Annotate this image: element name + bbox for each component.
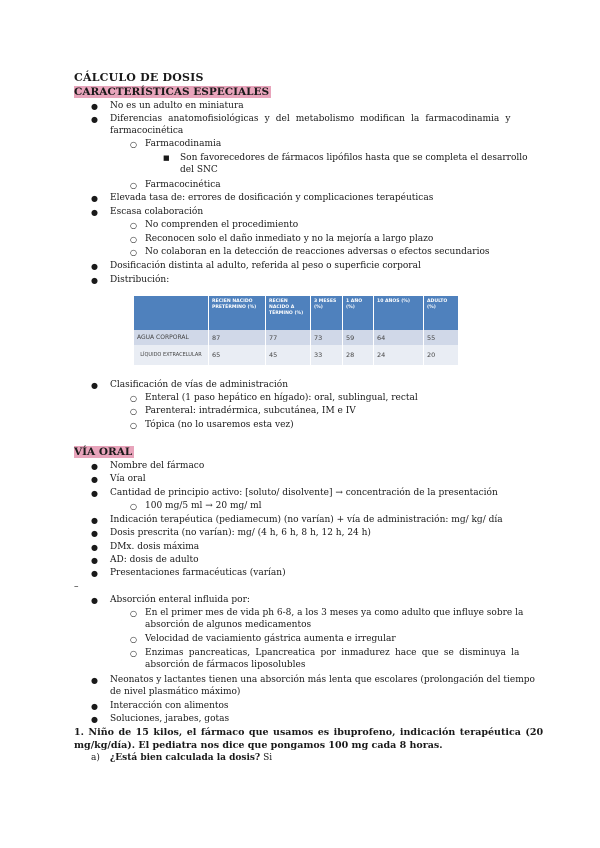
list-item: Farmacodinamia [145, 139, 222, 149]
list-item: Tópica (no lo usaremos esta vez) [145, 420, 294, 430]
list-item: Parenteral: intradérmica, subcutánea, IM e IV [145, 406, 356, 416]
list-item: AD: dosis de adulto [110, 555, 199, 565]
bullet: ● [91, 462, 98, 471]
list-item: 100 mg/5 ml → 20 mg/ ml [145, 501, 262, 511]
bullet: ○ [130, 407, 137, 416]
bullet: ● [91, 596, 98, 605]
bullet: ● [91, 115, 98, 124]
table-header-cell: 10 AÑOS (%) [374, 296, 424, 330]
list-item: Interacción con alimentos [110, 701, 229, 711]
list-item: Elevada tasa de: errores de dosificación y complicaciones terapéuticas [110, 193, 434, 203]
bullet: ● [91, 194, 98, 203]
table-cell: 33 [311, 345, 343, 365]
table-header-cell: RECIEN NACIDO PRETÉRMINO (%) [209, 296, 266, 330]
dash-separator: – [74, 582, 79, 592]
list-item: Soluciones, jarabes, gotas [110, 714, 230, 724]
bullet: ● [91, 556, 98, 565]
list-item: En el primer mes de vida ph 6-8, a los 3 meses ya como adulto que influye sobre la [145, 608, 524, 618]
table-header-cell [134, 296, 209, 330]
list-item: No colaboran en la detección de reacciones adversas o efectos secundarios [145, 247, 490, 257]
bullet: ○ [130, 181, 137, 190]
list-item: Diferencias anatomofisiológicas y del metabolismo modifican la farmacodinamia y [110, 114, 511, 124]
list-item: Indicación terapéutica (pediamecum) (no varían) + vía de administración: mg/ kg/ día [110, 515, 503, 525]
question-text: ¿Está bien calculada la dosis? [110, 753, 261, 763]
bullet: ● [91, 381, 98, 390]
bullet: ○ [130, 649, 137, 658]
table-cell: 28 [343, 345, 374, 365]
section-heading-via-oral: VÍA ORAL [74, 446, 133, 458]
table-cell: 24 [374, 345, 424, 365]
list-item: Velocidad de vaciamiento gástrica aumenta e irregular [145, 634, 396, 644]
table-cell: 55 [424, 330, 459, 345]
bullet: ● [91, 569, 98, 578]
bullet: ● [91, 262, 98, 271]
list-item-continued: del SNC [180, 165, 218, 175]
bullet: ● [91, 276, 98, 285]
bullet: ● [91, 475, 98, 484]
bullet: ● [91, 702, 98, 711]
question-label: a) [91, 753, 100, 763]
list-item: Enteral (1 paso hepático en hígado): oral, sublingual, rectal [145, 393, 418, 403]
bullet: ○ [130, 140, 137, 149]
table-cell: 20 [424, 345, 459, 365]
bullet: ● [91, 208, 98, 217]
table-header-cell: 1 AÑO (%) [343, 296, 374, 330]
table-row-label: AGUA CORPORAL [134, 330, 209, 345]
bullet: ○ [130, 235, 137, 244]
list-item: No comprenden el procedimiento [145, 220, 299, 230]
table-header-cell: RECIEN NACIDO A TÉRMINO (%) [266, 296, 311, 330]
list-item: Clasificación de vías de administración [110, 380, 288, 390]
question-answer: Si [263, 753, 273, 763]
list-item: Reconocen solo el daño inmediato y no la mejoría a largo plazo [145, 234, 434, 244]
bullet: ○ [130, 635, 137, 644]
list-item: Presentaciones farmacéuticas (varían) [110, 568, 286, 578]
page-title: CÁLCULO DE DOSIS [74, 71, 204, 84]
bullet: ● [91, 543, 98, 552]
table-cell: 73 [311, 330, 343, 345]
table-cell: 45 [266, 345, 311, 365]
table-row-label: LÍQUIDO EXTRACELULAR [134, 345, 209, 365]
list-item: Farmacocinética [145, 180, 221, 190]
list-item: Absorción enteral influida por: [110, 595, 250, 605]
list-item: No es un adulto en miniatura [110, 101, 244, 111]
table-cell: 65 [209, 345, 266, 365]
table-header-cell: 3 MESES (%) [311, 296, 343, 330]
table-row [134, 330, 459, 345]
bullet: ○ [130, 421, 137, 430]
list-item: Nombre del fármaco [110, 461, 205, 471]
bullet: ○ [130, 248, 137, 257]
bullet: ● [91, 715, 98, 724]
bullet: ○ [130, 609, 137, 618]
list-item-continued: absorción de fármacos liposolubles [145, 660, 306, 670]
list-item: DMx. dosis máxima [110, 542, 200, 552]
list-item: Son favorecedores de fármacos lipófilos hasta que se completa el desarrollo [180, 153, 528, 163]
section-heading-especiales: CARACTERÍSTICAS ESPECIALES [74, 86, 270, 98]
list-item: Enzimas pancreaticas, Lpancreatica por inmadurez hace que se disminuya la [145, 648, 520, 658]
table-cell: 87 [209, 330, 266, 345]
table-cell: 77 [266, 330, 311, 345]
bullet: ■ [163, 154, 170, 162]
list-item: Neonatos y lactantes tienen una absorción más lenta que escolares (prolongación del tiempo [110, 675, 535, 685]
list-item: Cantidad de principio activo: [soluto/ disolvente] → concentración de la presentación [110, 488, 498, 498]
exercise-statement-continued: mg/kg/día). El pediatra nos dice que pongamos 100 mg cada 8 horas. [74, 740, 443, 751]
list-item-continued: de nivel plasmático máximo) [110, 687, 241, 697]
distribution-table [134, 296, 459, 365]
list-item: Dosis prescrita (no varían): mg/ (4 h, 6 h, 8 h, 12 h, 24 h) [110, 528, 371, 538]
table-cell: 59 [343, 330, 374, 345]
bullet: ● [91, 529, 98, 538]
list-item: Dosificación distinta al adulto, referida al peso o superficie corporal [110, 261, 421, 271]
bullet: ○ [130, 221, 137, 230]
list-item: Escasa colaboración [110, 207, 204, 217]
table-row [134, 345, 459, 365]
list-item: Distribución: [110, 275, 170, 285]
bullet: ● [91, 102, 98, 111]
bullet: ○ [130, 502, 137, 511]
bullet: ● [91, 676, 98, 685]
bullet: ○ [130, 394, 137, 403]
table-cell: 64 [374, 330, 424, 345]
bullet: ● [91, 489, 98, 498]
bullet: ● [91, 516, 98, 525]
exercise-statement: 1. Niño de 15 kilos, el fármaco que usamos es ibuprofeno, indicación terapéutica (20 [74, 727, 544, 738]
list-item-continued: farmacocinética [110, 126, 184, 136]
list-item: Vía oral [110, 474, 146, 484]
list-item-continued: absorción de algunos medicamentos [145, 620, 312, 630]
table-header-cell: ADULTO (%) [424, 296, 459, 330]
